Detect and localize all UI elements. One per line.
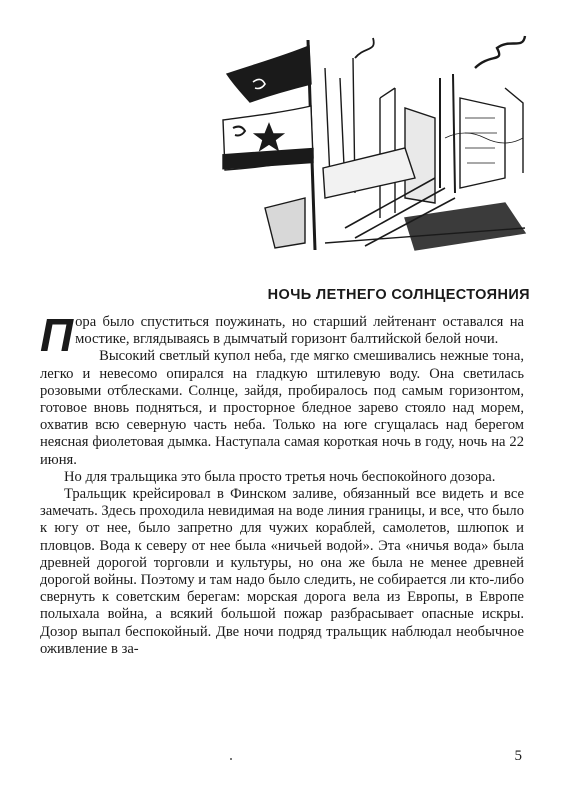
paragraph: Но для тральщика это была просто третья ночь беспокойного дозора. [64,468,496,485]
print-speck [230,758,232,760]
paragraph: Высокий светлый купол неба, где мягко смешивались нежные тона, легко и невесомо опирался на гладкую штилевую воду. Она светилась розовыми отблесками. Солнце, зайдя, пробиралось под самым горизонтом, готовое вновь подняться, и просторное бледное зарево стояло над морем, охватив всю северную часть неба. Только на юге сгущалась над берегом неясная фиолетовая дымка. Наступала самая короткая ночь в году, ночь на 22 июня. [40,348,524,468]
paragraph: Тральщик крейсировал в Финском заливе, обязанный все видеть и все замечать. Здесь проходила невидимая на воде линия границы, и все, что было к югу от нее, было запретно для чужих кораблей, самолетов, шлюпок и пловцов. Вода к северу от нее была «ничьей водой». Эта «ничья вода» была древней дорогой торговли и культуры, но она же была не менее древней дорогой войны. Поэтому и там надо было следить, не собирается ли кто-либо свернуть к советским берегам: морская дорога вела из Европы, в Европе полыхала война, а всякий большой пожар разбрасывает опасные искры. Дозор выпал беспокойный. Две ночи подряд тральщик наблюдал необычное оживление в за- [40,486,524,657]
page-number: 5 [514,748,522,764]
body-text [40,309,524,658]
chapter-illustration [205,28,530,253]
drop-cap: П [40,309,74,361]
paragraph-text: ора было спуститься поужинать, но старший лейтенант оставался на мостике, вглядываясь в дымчатый горизонт балтийской белой ночи. [75,314,524,348]
chapter-title: НОЧЬ ЛЕТНЕГО СОЛНЦЕСТОЯНИЯ [267,287,530,303]
paragraph [40,309,524,361]
